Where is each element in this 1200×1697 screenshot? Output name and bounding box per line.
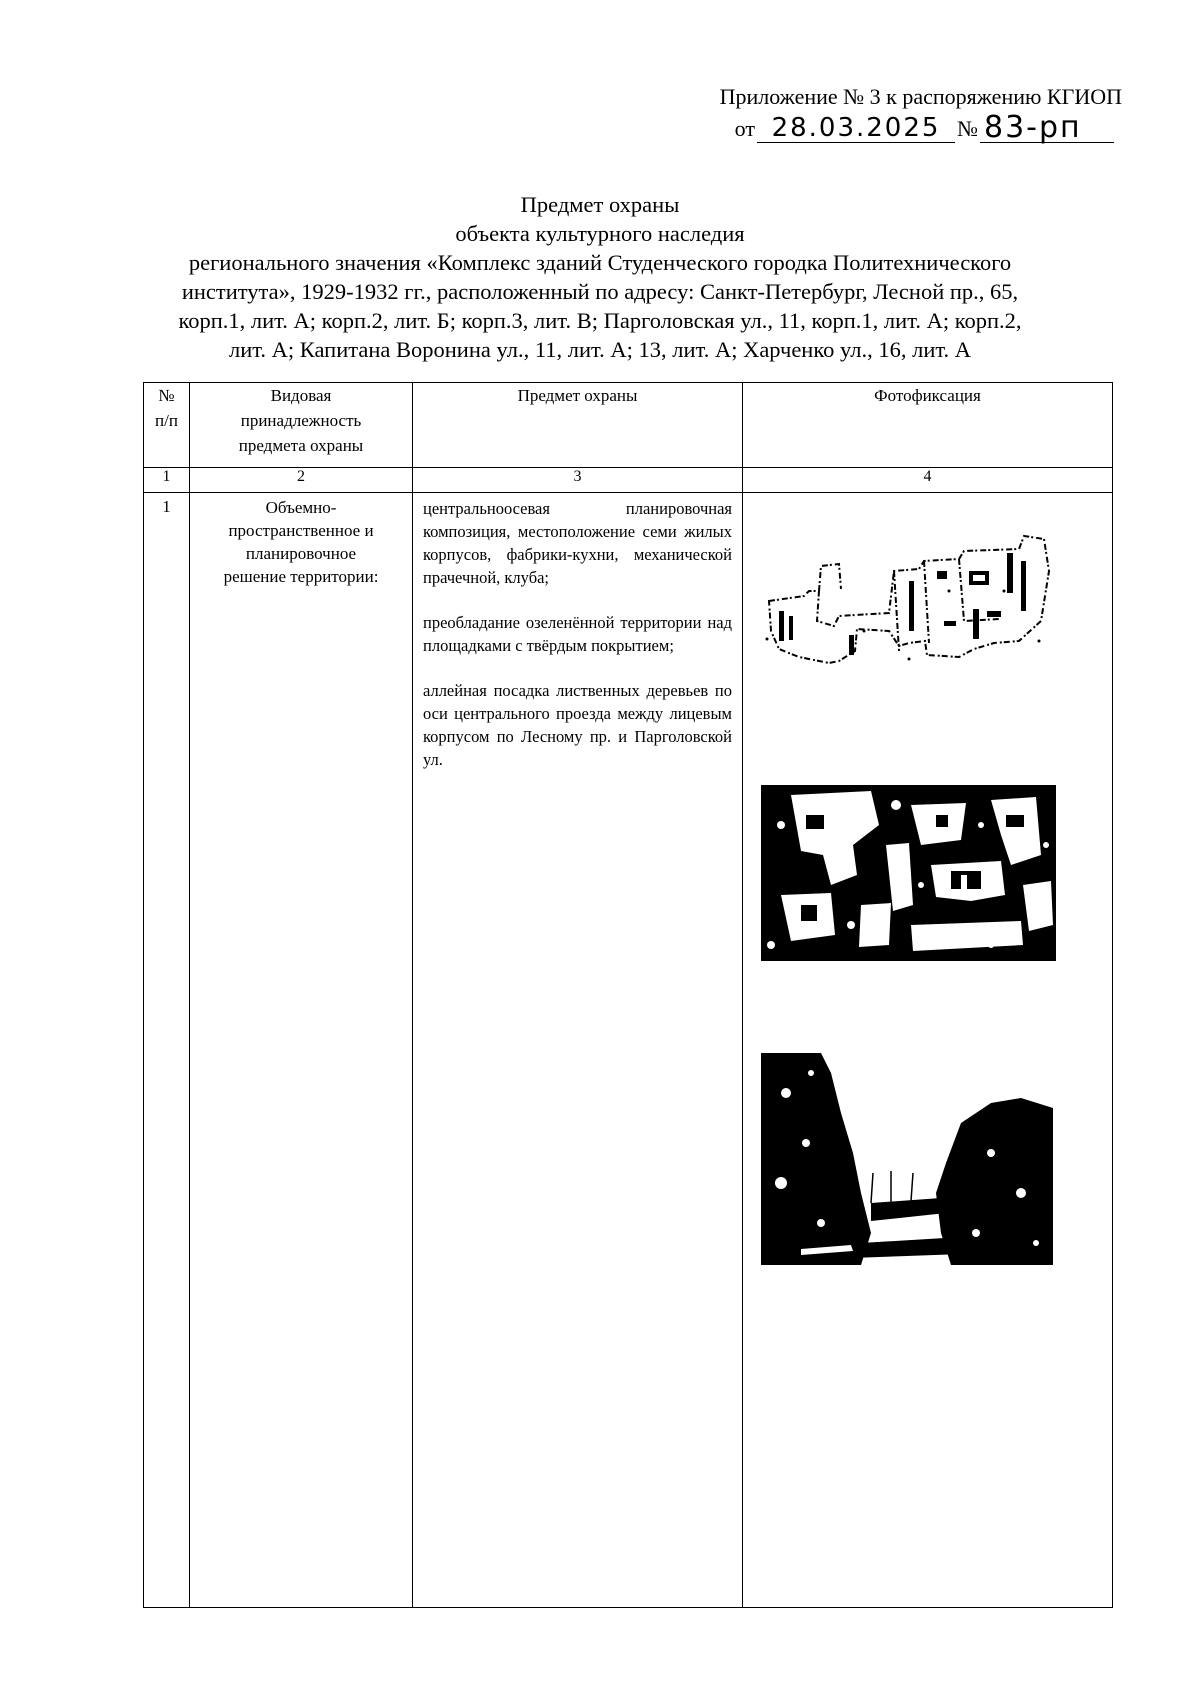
row-type-line: планировочное bbox=[245, 544, 357, 563]
subject-item: центральноосевая планировочная композиция, местоположение семи жилых корпусов, фабрики-кухни, механической прачечной, клуба; bbox=[423, 499, 732, 587]
row-type-line: пространственное и bbox=[228, 521, 374, 540]
title-line: объекта культурного наследия bbox=[455, 221, 745, 246]
column-number: 4 bbox=[743, 468, 1113, 493]
title-line: лит. А; Капитана Воронина ул., 11, лит. А; 13, лит. А; Харченко ул., 16, лит. А bbox=[228, 337, 972, 362]
row-type-line: Объемно- bbox=[265, 498, 337, 517]
header-type-line: Видовая bbox=[270, 386, 332, 405]
aerial-photo bbox=[761, 785, 1056, 961]
number-prefix: № bbox=[957, 116, 978, 141]
header-number-line: № bbox=[158, 386, 175, 405]
alley-photo bbox=[761, 1053, 1053, 1265]
order-date-number bbox=[733, 110, 1114, 145]
order-number: 83-рп bbox=[980, 114, 1114, 143]
title-line: Предмет охраны bbox=[520, 192, 680, 217]
document-title bbox=[150, 190, 1050, 364]
table-row bbox=[144, 493, 1113, 1608]
title-line: корп.1, лит. А; корп.2, лит. Б; корп.3, лит. В; Парголовская ул., 11, корп.1, лит. А; корп.2, bbox=[178, 308, 1022, 333]
title-line: института», 1929-1932 гг., расположенный по адресу: Санкт-Петербург, Лесной пр., 65, bbox=[181, 279, 1019, 304]
header-type-line: принадлежность bbox=[240, 411, 362, 430]
row-number: 1 bbox=[144, 493, 190, 1608]
site-plan-image bbox=[759, 531, 1059, 681]
date-prefix: от bbox=[734, 116, 755, 141]
protection-subject-table bbox=[143, 382, 1113, 1608]
header-type-line: предмета охраны bbox=[238, 436, 364, 455]
header-subject: Предмет охраны bbox=[413, 383, 743, 468]
subject-item: преобладание озеленённой территории над площадками с твёрдым покрытием; bbox=[423, 613, 732, 655]
subject-item: аллейная посадка лиственных деревьев по оси центрального проезда между лицевым корпусом по Лесному пр. и Парголовской ул. bbox=[423, 681, 732, 769]
order-date: 28.03.2025 bbox=[757, 114, 955, 143]
column-number: 2 bbox=[190, 468, 413, 493]
header-number-line: п/п bbox=[155, 411, 178, 430]
header-photo: Фотофиксация bbox=[743, 383, 1113, 468]
row-type-line: решение территории: bbox=[223, 567, 379, 586]
appendix-reference: Приложение № 3 к распоряжению КГИОП bbox=[719, 84, 1122, 109]
column-number: 1 bbox=[144, 468, 190, 493]
row-type bbox=[190, 493, 413, 1608]
header-number bbox=[144, 383, 190, 468]
column-number-row bbox=[144, 468, 1113, 493]
header-type bbox=[190, 383, 413, 468]
title-line: регионального значения «Комплекс зданий Студенческого городка Политехнического bbox=[188, 250, 1012, 275]
row-photos bbox=[743, 493, 1113, 1608]
row-subject bbox=[413, 493, 743, 1608]
table-header-row bbox=[144, 383, 1113, 468]
column-number: 3 bbox=[413, 468, 743, 493]
